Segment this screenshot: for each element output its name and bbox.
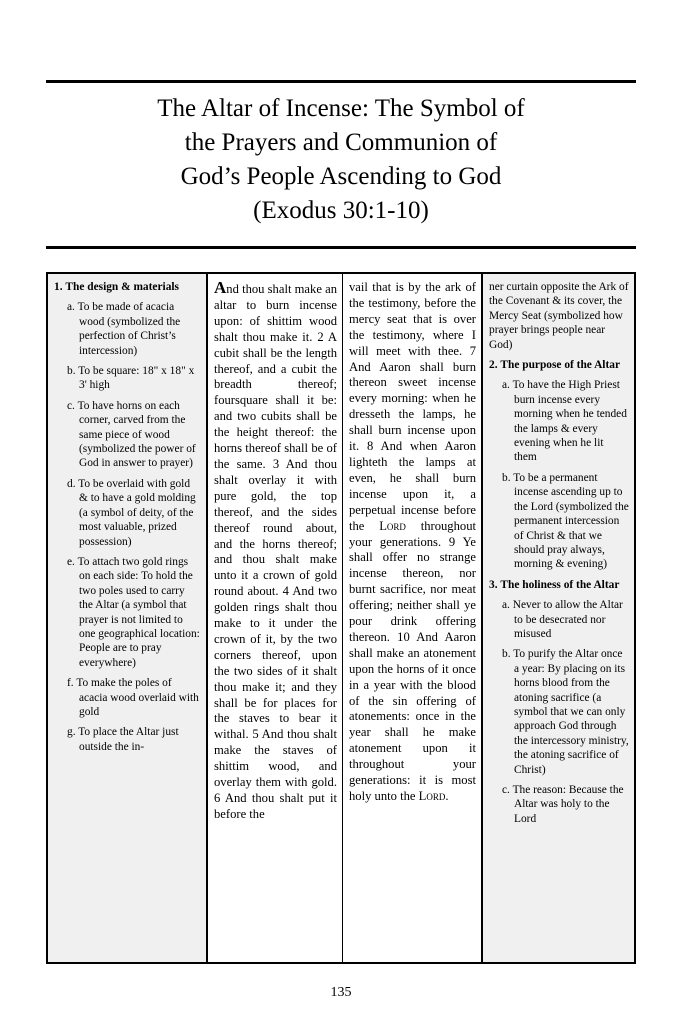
outline-item-label: f.: [67, 677, 74, 690]
outline-item-continuation: [489, 280, 629, 352]
outline-item-text: To attach two gold rings on each side: To hold the two poles used to carry the Altar (a symbol that prayer is not limited to one geographical location: People are to pray everywhere): [77, 555, 200, 669]
outline-item-label: a.: [502, 599, 510, 612]
scripture-text: nd thou shalt make an altar to burn incense upon: of shittim wood shalt thou make it. 2 A cubit shall be the length thereof, and a cubit the breadth thereof; foursquare shall it be: and two cubits shall be the height thereof: the horns thereof shall be of the same. 3 And thou shalt overlay it with pure gold, the top thereof, and the sides thereof round about, and the horns thereof; and thou shalt make unto it a crown of gold round about. 4 And two golden rings shalt thou make to it under the crown of it, by the two corners thereof, upon the two sides of it shalt thou make it; and they shall be for places for the staves to bear it withal. 5 And thou shalt make the staves of shittim wood, and overlay them with gold. 6 And thou shalt put it before the: [214, 282, 337, 821]
outline-item: [54, 300, 201, 358]
outline-item-text: The purpose of the Altar: [500, 359, 621, 372]
outline-item: [489, 578, 629, 592]
outline-item: [489, 471, 629, 572]
page-number: 135: [330, 985, 352, 1000]
page-title: [46, 92, 636, 228]
outline-item: [489, 378, 629, 464]
outline-item-label: b.: [502, 471, 511, 484]
scripture-text-b: throughout your generations. 9 Ye shall offer no strange incense thereon, nor burnt sacrifice, nor meat offering; neither shall ye pour drink offering thereon. 10 And Aaron shall make an atonement upon the horns of it once in a year with the blood of the sin offering of atonements: once in the year shall he make atonement upon it throughout your generations: it is most holy unto the: [349, 518, 476, 803]
divine-name: Lord: [418, 789, 446, 803]
outline-item-text: The holiness of the Altar: [500, 578, 620, 591]
outline-item-text: To have the High Priest burn incense every morning when he tended the lamps & every evening when he lit them: [512, 379, 627, 464]
outline-item-text: To purify the Altar once a year: By placing on its horns blood from the atoning sacrifice (a symbol that we can only approach God through the intercessory ministry, the atoning sacrifice of Christ): [513, 648, 629, 776]
outline-item-text: To make the poles of acacia wood overlaid with gold: [76, 677, 199, 718]
outline-item-text: To be made of acacia wood (symbolized the perfection of Christ’s intercession): [77, 301, 181, 357]
outline-item: [54, 399, 201, 471]
outline-item-text: The design & materials: [65, 281, 179, 293]
scripture-dropcap: A: [214, 278, 227, 297]
outline-item-label: e.: [67, 555, 75, 568]
outline-item-label: a.: [502, 379, 510, 392]
outline-item-label: 1.: [54, 281, 63, 293]
content-table: [46, 272, 636, 964]
outline-item-label: a.: [67, 301, 75, 314]
page-title-line-3: God’s People Ascending to God: [180, 163, 502, 190]
scripture-text-a: vail that is by the ark of the testimony, before the mercy seat that is over the testimony, where I will meet with thee. 7 And Aaron shall burn thereon sweet incense every morning: when he dresseth the lamps, he shall burn incense upon it. 8 And when Aaron lighteth the lamps at even, he shall burn incense upon it, a perpetual incense before the: [349, 280, 476, 533]
outline-item-label: 3.: [489, 578, 498, 591]
outline-column-right: [483, 274, 634, 962]
outline-item-text: Never to allow the Altar to be desecrated nor misused: [512, 599, 623, 640]
outline-item: [489, 358, 629, 372]
outline-item-label: 2.: [489, 359, 498, 372]
outline-item-text: ner curtain opposite the Ark of the Covenant & its cover, the Mercy Seat (symbolized how prayer brings people near God): [489, 281, 629, 351]
outline-item-label: g.: [67, 726, 76, 739]
scripture-column-1: [208, 274, 343, 962]
outline-item-label: b.: [67, 365, 76, 378]
outline-item: [54, 477, 201, 549]
page-title-line-1: The Altar of Incense: The Symbol of: [157, 95, 525, 122]
outline-item-text: To be square: 18" x 18" x 3' high: [78, 365, 195, 392]
outline-item-text: To be a permanent incense ascending up to the Lord (symbolized the permanent intercession of Christ & that we should pray always, morning & evening): [513, 471, 629, 571]
outline-item: [54, 555, 201, 670]
scripture-column-2: [343, 274, 483, 962]
outline-item-text: To place the Altar just outside the in-: [78, 726, 179, 753]
outline-item-label: d.: [67, 477, 76, 490]
title-rule-top: [46, 80, 636, 83]
outline-item: [489, 783, 629, 826]
page-title-line-2: the Prayers and Communion of: [184, 129, 498, 156]
outline-item-text: To have horns on each corner, carved from the same piece of wood (symbolized the power of God in answer to prayer): [77, 399, 196, 470]
outline-item-label: b.: [502, 648, 511, 661]
scripture-paragraph: [214, 280, 337, 823]
outline-item-text: To be overlaid with gold & to have a gold molding (a symbol of deity, of the most valuable, prized possession): [78, 477, 196, 548]
outline-item: [54, 364, 201, 393]
outline-column-left: [48, 274, 208, 962]
outline-item: [489, 598, 629, 641]
outline-item-label: c.: [67, 399, 75, 412]
outline-item: [54, 725, 201, 754]
title-rule-bottom: [46, 246, 636, 249]
scripture-text-c: .: [445, 789, 449, 803]
outline-item-label: c.: [502, 784, 510, 796]
page-title-reference: (Exodus 30:1-10): [253, 197, 429, 224]
outline-item: [54, 280, 201, 294]
outline-item-text: The reason: Because the Altar was holy to the Lord: [512, 784, 624, 825]
scripture-paragraph: [349, 280, 476, 805]
divine-name: Lord: [379, 518, 406, 533]
outline-item: [489, 647, 629, 777]
outline-item: [54, 676, 201, 719]
